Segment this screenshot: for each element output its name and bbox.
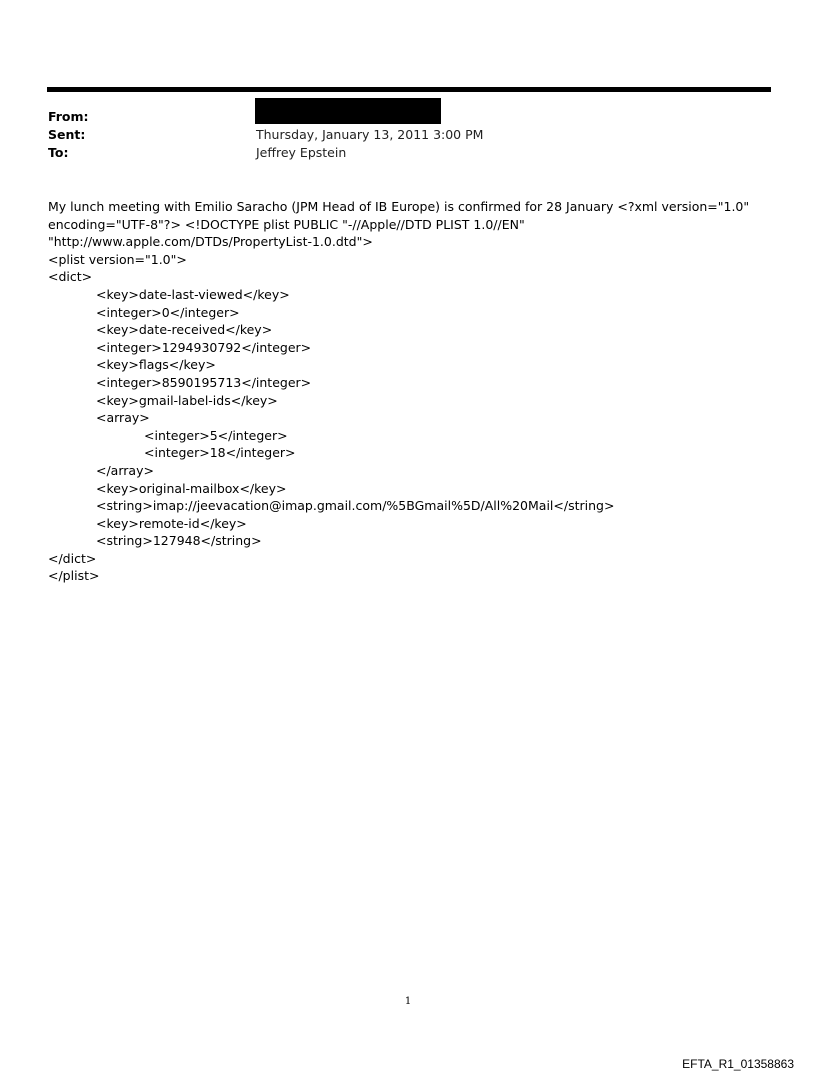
sent-label: Sent: <box>48 127 86 142</box>
body-line: <key>date-received</key> <box>96 322 273 338</box>
sent-value: Thursday, January 13, 2011 3:00 PM <box>256 127 484 142</box>
from-row <box>48 108 748 126</box>
body-line: <key>flags</key> <box>96 357 216 373</box>
body-line: <dict> <box>48 269 93 285</box>
redacted-sender-block <box>255 98 441 124</box>
page-number: 1 <box>404 996 412 1007</box>
body-line: <integer>8590195713</integer> <box>96 374 312 390</box>
body-line: My lunch meeting with Emilio Saracho (JPM Head of IB Europe) is confirmed for 28 January <?xml version="1.0" <box>48 199 750 214</box>
sent-row <box>48 126 748 144</box>
body-line: <string>127948</string> <box>96 533 262 549</box>
body-line: </plist> <box>48 568 100 584</box>
body-line: <key>gmail-label-ids</key> <box>96 392 278 408</box>
body-line: "http://www.apple.com/DTDs/PropertyList-1.0.dtd"> <box>48 234 373 250</box>
body-line: </array> <box>96 462 154 478</box>
body-line: <key>original-mailbox</key> <box>96 480 287 496</box>
to-label: To: <box>48 145 69 160</box>
body-line: <key>date-last-viewed</key> <box>96 286 290 302</box>
body-line: <key>remote-id</key> <box>96 515 247 531</box>
body-line: </dict> <box>48 550 97 566</box>
document-id: EFTA_R1_01358863 <box>682 1057 794 1071</box>
body-line: <integer>0</integer> <box>96 304 240 320</box>
body-line: <integer>18</integer> <box>144 445 296 461</box>
header-divider <box>47 87 771 92</box>
body-line: <integer>5</integer> <box>144 427 288 443</box>
body-line: <integer>1294930792</integer> <box>96 339 312 355</box>
body-line: encoding="UTF-8"?> <!DOCTYPE plist PUBLIC "-//Apple//DTD PLIST 1.0//EN" <box>48 216 525 232</box>
body-line: <array> <box>96 410 150 426</box>
to-row <box>48 144 748 162</box>
body-line: <plist version="1.0"> <box>48 251 187 267</box>
body-line: <string>imap://jeevacation@imap.gmail.com/%5BGmail%5D/All%20Mail</string> <box>96 498 615 514</box>
email-body <box>48 198 748 585</box>
to-value: Jeffrey Epstein <box>256 145 347 160</box>
from-label: From: <box>48 109 89 124</box>
